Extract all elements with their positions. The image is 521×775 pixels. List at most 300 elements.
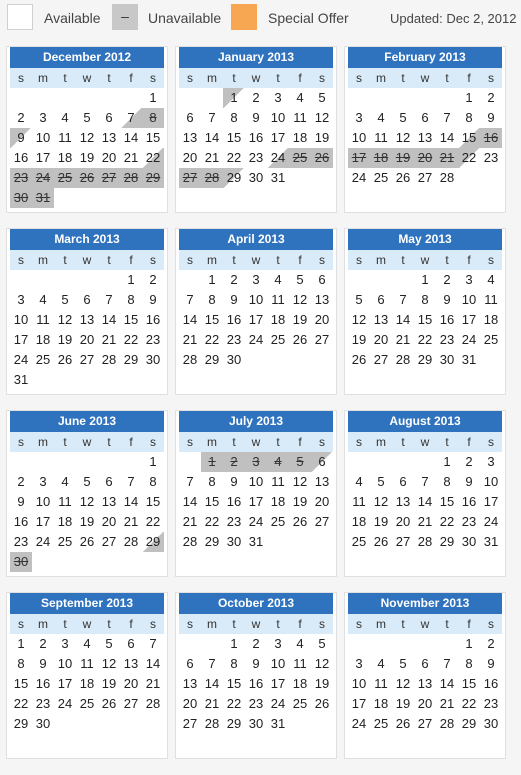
- calendar-day[interactable]: 18: [57, 514, 73, 529]
- calendar-day[interactable]: 7: [421, 474, 429, 489]
- calendar-day[interactable]: 6: [421, 110, 429, 125]
- calendar-day[interactable]: 26: [292, 514, 308, 529]
- calendar-day[interactable]: 20: [123, 676, 139, 691]
- calendar-day[interactable]: 27: [123, 696, 139, 711]
- calendar-day[interactable]: 14: [182, 312, 198, 327]
- calendar-day[interactable]: 31: [32, 188, 54, 208]
- calendar-day[interactable]: 22: [226, 696, 242, 711]
- calendar-day[interactable]: 19: [101, 676, 117, 691]
- calendar-day[interactable]: 30: [439, 352, 455, 367]
- calendar-day[interactable]: 9: [149, 292, 157, 307]
- calendar-day[interactable]: 14: [101, 312, 117, 327]
- calendar-day[interactable]: 18: [292, 676, 308, 691]
- calendar-day[interactable]: 8: [443, 474, 451, 489]
- calendar-day[interactable]: 30: [145, 352, 161, 367]
- calendar-day[interactable]: 10: [483, 474, 499, 489]
- calendar-day[interactable]: 25: [351, 534, 367, 549]
- calendar-day[interactable]: 7: [127, 474, 135, 489]
- calendar-day[interactable]: 23: [248, 150, 264, 165]
- calendar-day[interactable]: 7: [105, 292, 113, 307]
- calendar-day[interactable]: 28: [439, 716, 455, 731]
- calendar-day[interactable]: 9: [252, 656, 260, 671]
- calendar-day[interactable]: 27: [101, 534, 117, 549]
- calendar-day[interactable]: 9: [230, 474, 238, 489]
- calendar-day[interactable]: 25: [57, 534, 73, 549]
- calendar-day[interactable]: 8: [17, 656, 25, 671]
- calendar-day[interactable]: 25: [270, 332, 286, 347]
- calendar-day[interactable]: 8: [465, 110, 473, 125]
- calendar-day[interactable]: 13: [314, 474, 330, 489]
- calendar-day[interactable]: 26: [292, 332, 308, 347]
- calendar-day[interactable]: 12: [314, 656, 330, 671]
- calendar-day[interactable]: 13: [182, 676, 198, 691]
- calendar-day[interactable]: 17: [35, 514, 51, 529]
- calendar-day[interactable]: 19: [392, 148, 414, 168]
- calendar-day[interactable]: 16: [461, 494, 477, 509]
- calendar-day[interactable]: 7: [208, 656, 216, 671]
- calendar-day[interactable]: 7: [186, 292, 194, 307]
- calendar-day[interactable]: 12: [292, 292, 308, 307]
- calendar-day[interactable]: 16: [248, 130, 264, 145]
- calendar-day[interactable]: 28: [417, 534, 433, 549]
- calendar-day[interactable]: 1: [208, 272, 216, 287]
- calendar-day[interactable]: 5: [377, 474, 385, 489]
- calendar-day[interactable]: 18: [370, 148, 392, 168]
- calendar-day[interactable]: 21: [145, 676, 161, 691]
- calendar-day[interactable]: 5: [355, 292, 363, 307]
- calendar-day[interactable]: 14: [417, 494, 433, 509]
- calendar-day[interactable]: 24: [248, 514, 264, 529]
- calendar-day[interactable]: 28: [145, 696, 161, 711]
- calendar-day[interactable]: 6: [318, 272, 326, 287]
- calendar-day[interactable]: 17: [13, 332, 29, 347]
- calendar-day[interactable]: 22: [417, 332, 433, 347]
- calendar-day[interactable]: 7: [399, 292, 407, 307]
- calendar-day[interactable]: 3: [245, 452, 267, 472]
- calendar-day[interactable]: 21: [182, 514, 198, 529]
- calendar-day[interactable]: 15: [13, 676, 29, 691]
- calendar-day[interactable]: 12: [57, 312, 73, 327]
- calendar-day[interactable]: 6: [186, 656, 194, 671]
- calendar-day[interactable]: 1: [201, 452, 223, 472]
- calendar-day[interactable]: 23: [226, 514, 242, 529]
- calendar-day[interactable]: 16: [13, 514, 29, 529]
- calendar-day[interactable]: 25: [483, 332, 499, 347]
- calendar-day[interactable]: 8: [149, 474, 157, 489]
- calendar-day[interactable]: 16: [480, 128, 502, 148]
- calendar-day[interactable]: 24: [270, 696, 286, 711]
- calendar-day[interactable]: 17: [248, 494, 264, 509]
- calendar-day[interactable]: 23: [461, 514, 477, 529]
- calendar-day[interactable]: 29: [142, 532, 164, 552]
- calendar-day[interactable]: 22: [204, 332, 220, 347]
- calendar-day[interactable]: 26: [373, 534, 389, 549]
- calendar-day[interactable]: 31: [270, 716, 286, 731]
- calendar-day[interactable]: 23: [10, 168, 32, 188]
- calendar-day[interactable]: 2: [39, 636, 47, 651]
- calendar-day[interactable]: 11: [58, 494, 72, 509]
- calendar-day[interactable]: 5: [399, 656, 407, 671]
- calendar-day[interactable]: 8: [465, 656, 473, 671]
- calendar-day[interactable]: 13: [101, 130, 117, 145]
- calendar-day[interactable]: 11: [374, 676, 388, 691]
- calendar-day[interactable]: 26: [76, 168, 98, 188]
- calendar-day[interactable]: 1: [149, 454, 157, 469]
- calendar-day[interactable]: 19: [292, 312, 308, 327]
- calendar-day[interactable]: 4: [296, 636, 304, 651]
- calendar-day[interactable]: 6: [105, 110, 113, 125]
- calendar-day[interactable]: 21: [123, 514, 139, 529]
- calendar-day[interactable]: 26: [79, 534, 95, 549]
- calendar-day[interactable]: 27: [179, 168, 201, 188]
- calendar-day[interactable]: 28: [182, 352, 198, 367]
- calendar-day[interactable]: 11: [80, 656, 94, 671]
- calendar-day[interactable]: 3: [39, 110, 47, 125]
- calendar-day[interactable]: 25: [373, 170, 389, 185]
- calendar-day[interactable]: 29: [142, 168, 164, 188]
- calendar-day[interactable]: 31: [248, 534, 264, 549]
- calendar-day[interactable]: 17: [57, 676, 73, 691]
- calendar-day[interactable]: 25: [35, 352, 51, 367]
- calendar-day[interactable]: 2: [487, 636, 495, 651]
- calendar-day[interactable]: 22: [461, 696, 477, 711]
- calendar-day[interactable]: 28: [201, 168, 223, 188]
- calendar-day[interactable]: 17: [348, 148, 370, 168]
- calendar-day[interactable]: 21: [439, 696, 455, 711]
- calendar-day[interactable]: 28: [101, 352, 117, 367]
- calendar-day[interactable]: 5: [318, 636, 326, 651]
- calendar-day[interactable]: 24: [351, 716, 367, 731]
- calendar-day[interactable]: 10: [270, 110, 286, 125]
- calendar-day[interactable]: 7: [149, 636, 157, 651]
- calendar-day[interactable]: 28: [120, 168, 142, 188]
- calendar-day[interactable]: 26: [101, 696, 117, 711]
- calendar-day[interactable]: 27: [98, 168, 120, 188]
- calendar-day[interactable]: 10: [35, 494, 51, 509]
- calendar-day[interactable]: 1: [149, 90, 157, 105]
- calendar-day[interactable]: 24: [32, 168, 54, 188]
- calendar-day[interactable]: 25: [289, 148, 311, 168]
- calendar-day[interactable]: 6: [311, 452, 333, 472]
- calendar-day[interactable]: 6: [186, 110, 194, 125]
- calendar-day[interactable]: 16: [439, 312, 455, 327]
- calendar-day[interactable]: 18: [270, 312, 286, 327]
- calendar-day[interactable]: 9: [443, 292, 451, 307]
- calendar-day[interactable]: 22: [439, 514, 455, 529]
- calendar-day[interactable]: 20: [414, 148, 436, 168]
- calendar-day[interactable]: 22: [13, 696, 29, 711]
- calendar-day[interactable]: 5: [83, 110, 91, 125]
- calendar-day[interactable]: 9: [39, 656, 47, 671]
- calendar-day[interactable]: 13: [101, 494, 117, 509]
- calendar-day[interactable]: 12: [79, 494, 95, 509]
- calendar-day[interactable]: 29: [461, 716, 477, 731]
- calendar-day[interactable]: 11: [293, 110, 307, 125]
- calendar-day[interactable]: 26: [395, 716, 411, 731]
- calendar-day[interactable]: 10: [270, 656, 286, 671]
- calendar-day[interactable]: 22: [204, 514, 220, 529]
- calendar-day[interactable]: 13: [314, 292, 330, 307]
- calendar-day[interactable]: 23: [483, 696, 499, 711]
- calendar-day[interactable]: 27: [417, 716, 433, 731]
- calendar-day[interactable]: 14: [395, 312, 411, 327]
- calendar-day[interactable]: 23: [145, 332, 161, 347]
- calendar-day[interactable]: 1: [443, 454, 451, 469]
- calendar-day[interactable]: 28: [395, 352, 411, 367]
- calendar-day[interactable]: 10: [351, 130, 367, 145]
- calendar-day[interactable]: 4: [274, 272, 282, 287]
- calendar-day[interactable]: 23: [226, 332, 242, 347]
- calendar-day[interactable]: 12: [292, 474, 308, 489]
- calendar-day[interactable]: 4: [377, 656, 385, 671]
- calendar-day[interactable]: 20: [314, 312, 330, 327]
- calendar-day[interactable]: 4: [267, 452, 289, 472]
- calendar-day[interactable]: 11: [271, 292, 285, 307]
- calendar-day[interactable]: 24: [248, 332, 264, 347]
- calendar-day[interactable]: 8: [230, 110, 238, 125]
- calendar-day[interactable]: 8: [230, 656, 238, 671]
- calendar-day[interactable]: 31: [13, 372, 29, 387]
- calendar-day[interactable]: 6: [83, 292, 91, 307]
- calendar-day[interactable]: 29: [13, 716, 29, 731]
- calendar-day[interactable]: 20: [373, 332, 389, 347]
- calendar-day[interactable]: 21: [101, 332, 117, 347]
- calendar-day[interactable]: 20: [79, 332, 95, 347]
- calendar-day[interactable]: 3: [274, 90, 282, 105]
- calendar-day[interactable]: 16: [248, 676, 264, 691]
- calendar-day[interactable]: 13: [79, 312, 95, 327]
- calendar-day[interactable]: 27: [373, 352, 389, 367]
- calendar-day[interactable]: 22: [145, 514, 161, 529]
- calendar-day[interactable]: 22: [226, 150, 242, 165]
- calendar-day[interactable]: 15: [417, 312, 433, 327]
- calendar-day[interactable]: 13: [417, 676, 433, 691]
- calendar-day[interactable]: 4: [296, 90, 304, 105]
- calendar-day[interactable]: 11: [271, 474, 285, 489]
- calendar-day[interactable]: 16: [226, 312, 242, 327]
- calendar-day[interactable]: 12: [79, 130, 95, 145]
- calendar-day[interactable]: 10: [13, 312, 29, 327]
- calendar-day[interactable]: 28: [439, 170, 455, 185]
- calendar-day[interactable]: 21: [204, 696, 220, 711]
- calendar-day[interactable]: 12: [101, 656, 117, 671]
- calendar-day[interactable]: 10: [248, 474, 264, 489]
- calendar-day[interactable]: 27: [314, 332, 330, 347]
- calendar-day[interactable]: 30: [35, 716, 51, 731]
- calendar-day[interactable]: 19: [79, 514, 95, 529]
- calendar-day[interactable]: 19: [79, 150, 95, 165]
- calendar-day[interactable]: 18: [57, 150, 73, 165]
- calendar-day[interactable]: 19: [57, 332, 73, 347]
- calendar-day[interactable]: 26: [311, 148, 333, 168]
- calendar-day[interactable]: 3: [61, 636, 69, 651]
- calendar-day[interactable]: 29: [223, 168, 245, 188]
- calendar-day[interactable]: 14: [439, 676, 455, 691]
- calendar-day[interactable]: 16: [483, 676, 499, 691]
- calendar-day[interactable]: 1: [465, 90, 473, 105]
- calendar-day[interactable]: 9: [10, 128, 32, 148]
- calendar-day[interactable]: 30: [483, 716, 499, 731]
- calendar-day[interactable]: 23: [439, 332, 455, 347]
- calendar-day[interactable]: 30: [10, 188, 32, 208]
- calendar-day[interactable]: 15: [461, 676, 477, 691]
- calendar-day[interactable]: 12: [373, 494, 389, 509]
- calendar-day[interactable]: 23: [248, 696, 264, 711]
- calendar-day[interactable]: 2: [465, 454, 473, 469]
- calendar-day[interactable]: 15: [204, 494, 220, 509]
- calendar-day[interactable]: 5: [318, 90, 326, 105]
- calendar-day[interactable]: 26: [395, 170, 411, 185]
- calendar-day[interactable]: 29: [226, 716, 242, 731]
- calendar-day[interactable]: 2: [443, 272, 451, 287]
- calendar-day[interactable]: 27: [395, 534, 411, 549]
- calendar-day[interactable]: 7: [443, 656, 451, 671]
- calendar-day[interactable]: 3: [355, 656, 363, 671]
- calendar-day[interactable]: 20: [101, 514, 117, 529]
- calendar-day[interactable]: 1: [127, 272, 135, 287]
- calendar-day[interactable]: 5: [83, 474, 91, 489]
- calendar-day[interactable]: 12: [395, 676, 411, 691]
- calendar-day[interactable]: 8: [208, 292, 216, 307]
- calendar-day[interactable]: 30: [226, 352, 242, 367]
- calendar-day[interactable]: 16: [145, 312, 161, 327]
- calendar-day[interactable]: 14: [439, 130, 455, 145]
- calendar-day[interactable]: 19: [314, 130, 330, 145]
- calendar-day[interactable]: 10: [351, 676, 367, 691]
- calendar-day[interactable]: 10: [57, 656, 73, 671]
- calendar-day[interactable]: 17: [248, 312, 264, 327]
- calendar-day[interactable]: 25: [292, 696, 308, 711]
- calendar-day[interactable]: 9: [487, 656, 495, 671]
- calendar-day[interactable]: 30: [10, 552, 32, 572]
- calendar-day[interactable]: 23: [483, 150, 499, 165]
- calendar-day[interactable]: 25: [54, 168, 76, 188]
- calendar-day[interactable]: 25: [79, 696, 95, 711]
- calendar-day[interactable]: 27: [182, 716, 198, 731]
- calendar-day[interactable]: 14: [204, 676, 220, 691]
- calendar-day[interactable]: 2: [17, 110, 25, 125]
- calendar-day[interactable]: 1: [421, 272, 429, 287]
- calendar-day[interactable]: 30: [248, 170, 264, 185]
- calendar-day[interactable]: 6: [105, 474, 113, 489]
- calendar-day[interactable]: 11: [58, 130, 72, 145]
- calendar-day[interactable]: 14: [123, 494, 139, 509]
- calendar-day[interactable]: 24: [351, 170, 367, 185]
- calendar-day[interactable]: 9: [230, 292, 238, 307]
- calendar-day[interactable]: 15: [145, 494, 161, 509]
- calendar-day[interactable]: 13: [182, 130, 198, 145]
- calendar-day[interactable]: 30: [226, 534, 242, 549]
- calendar-day[interactable]: 3: [465, 272, 473, 287]
- calendar-day[interactable]: 29: [123, 352, 139, 367]
- calendar-day[interactable]: 2: [230, 272, 238, 287]
- calendar-day[interactable]: 29: [204, 352, 220, 367]
- calendar-day[interactable]: 20: [417, 696, 433, 711]
- calendar-day[interactable]: 31: [461, 352, 477, 367]
- calendar-day[interactable]: 11: [374, 130, 388, 145]
- calendar-day[interactable]: 7: [120, 108, 142, 128]
- calendar-day[interactable]: 19: [351, 332, 367, 347]
- calendar-day[interactable]: 6: [421, 656, 429, 671]
- calendar-day[interactable]: 15: [439, 494, 455, 509]
- calendar-day[interactable]: 4: [487, 272, 495, 287]
- calendar-day[interactable]: 24: [461, 332, 477, 347]
- calendar-day[interactable]: 18: [35, 332, 51, 347]
- calendar-day[interactable]: 5: [105, 636, 113, 651]
- calendar-day[interactable]: 20: [314, 494, 330, 509]
- calendar-day[interactable]: 13: [417, 130, 433, 145]
- calendar-day[interactable]: 26: [351, 352, 367, 367]
- calendar-day[interactable]: 12: [351, 312, 367, 327]
- calendar-day[interactable]: 5: [61, 292, 69, 307]
- calendar-day[interactable]: 24: [35, 534, 51, 549]
- calendar-day[interactable]: 3: [274, 636, 282, 651]
- calendar-day[interactable]: 31: [483, 534, 499, 549]
- calendar-day[interactable]: 5: [296, 272, 304, 287]
- calendar-day[interactable]: 3: [355, 110, 363, 125]
- calendar-day[interactable]: 8: [127, 292, 135, 307]
- calendar-day[interactable]: 18: [79, 676, 95, 691]
- calendar-day[interactable]: 12: [314, 110, 330, 125]
- calendar-day[interactable]: 7: [443, 110, 451, 125]
- calendar-day[interactable]: 6: [127, 636, 135, 651]
- calendar-day[interactable]: 14: [145, 656, 161, 671]
- calendar-day[interactable]: 5: [289, 452, 311, 472]
- calendar-day[interactable]: 4: [61, 110, 69, 125]
- calendar-day[interactable]: 2: [17, 474, 25, 489]
- calendar-day[interactable]: 22: [123, 332, 139, 347]
- calendar-day[interactable]: 4: [83, 636, 91, 651]
- calendar-day[interactable]: 27: [417, 170, 433, 185]
- calendar-day[interactable]: 1: [223, 88, 245, 108]
- calendar-day[interactable]: 1: [465, 636, 473, 651]
- calendar-day[interactable]: 29: [204, 534, 220, 549]
- calendar-day[interactable]: 11: [293, 656, 307, 671]
- calendar-day[interactable]: 7: [186, 474, 194, 489]
- calendar-day[interactable]: 3: [252, 272, 260, 287]
- calendar-day[interactable]: 20: [182, 696, 198, 711]
- calendar-day[interactable]: 5: [399, 110, 407, 125]
- calendar-day[interactable]: 13: [373, 312, 389, 327]
- calendar-day[interactable]: 10: [461, 292, 477, 307]
- calendar-day[interactable]: 19: [373, 514, 389, 529]
- calendar-day[interactable]: 20: [101, 150, 117, 165]
- calendar-day[interactable]: 20: [182, 150, 198, 165]
- calendar-day[interactable]: 15: [145, 130, 161, 145]
- calendar-day[interactable]: 18: [270, 494, 286, 509]
- calendar-day[interactable]: 19: [292, 494, 308, 509]
- calendar-day[interactable]: 15: [226, 676, 242, 691]
- calendar-day[interactable]: 3: [487, 454, 495, 469]
- calendar-day[interactable]: 16: [35, 676, 51, 691]
- calendar-day[interactable]: 7: [208, 110, 216, 125]
- calendar-day[interactable]: 14: [204, 130, 220, 145]
- calendar-day[interactable]: 4: [355, 474, 363, 489]
- calendar-day[interactable]: 15: [204, 312, 220, 327]
- calendar-day[interactable]: 23: [13, 534, 29, 549]
- calendar-day[interactable]: 20: [395, 514, 411, 529]
- calendar-day[interactable]: 21: [417, 514, 433, 529]
- calendar-day[interactable]: 24: [267, 148, 289, 168]
- calendar-day[interactable]: 25: [270, 514, 286, 529]
- calendar-day[interactable]: 26: [314, 696, 330, 711]
- calendar-day[interactable]: 26: [57, 352, 73, 367]
- calendar-day[interactable]: 2: [149, 272, 157, 287]
- calendar-day[interactable]: 28: [204, 716, 220, 731]
- calendar-day[interactable]: 15: [226, 130, 242, 145]
- calendar-day[interactable]: 18: [483, 312, 499, 327]
- calendar-day[interactable]: 17: [270, 130, 286, 145]
